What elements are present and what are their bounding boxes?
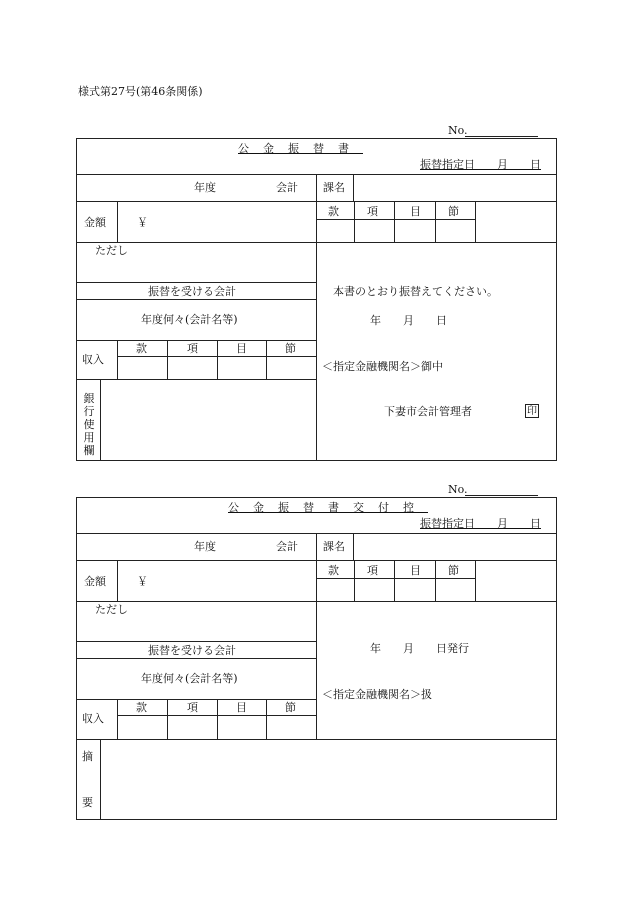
kan-header-4: 款 — [136, 701, 147, 714]
divider — [76, 560, 557, 561]
remarks-label-bottom: 要 — [82, 796, 93, 809]
divider — [76, 379, 316, 380]
divider — [76, 601, 557, 602]
setsu-header-3: 節 — [448, 564, 459, 577]
amount-label: 金額 — [84, 216, 106, 229]
kou-header-2: 項 — [187, 342, 198, 355]
divider — [117, 201, 118, 243]
form-number-label: 様式第27号(第46条関係) — [78, 85, 203, 98]
divider — [266, 699, 267, 740]
however-label: ただし — [95, 244, 128, 257]
setsu-header-2: 節 — [285, 342, 296, 355]
divider — [100, 739, 101, 820]
yen-sign-2: ￥ — [137, 575, 148, 588]
moku-header: 目 — [410, 205, 421, 218]
yen-sign: ￥ — [137, 216, 148, 229]
divider — [316, 219, 476, 220]
kan-header-3: 款 — [328, 564, 339, 577]
divider — [76, 658, 316, 659]
revenue-label-2: 収入 — [82, 712, 104, 725]
section-name-label: 課名 — [323, 181, 345, 194]
divider — [475, 560, 476, 602]
bank-name-line-2: ＜指定金融機関名＞扱 — [322, 688, 432, 701]
account-label: 会計 — [276, 181, 298, 194]
year-account-name: 年度何々(会計名等) — [141, 313, 238, 326]
divider — [316, 578, 476, 579]
divider — [76, 282, 316, 283]
revenue-label: 収入 — [82, 353, 104, 366]
fiscal-year-label-2: 年度 — [194, 540, 216, 553]
account-label-2: 会計 — [276, 540, 298, 553]
divider — [394, 201, 395, 243]
divider — [100, 379, 101, 461]
divider — [117, 699, 118, 740]
divider — [76, 739, 557, 740]
issue-date: 年 月 日発行 — [370, 642, 469, 655]
divider — [435, 201, 436, 243]
remarks-label-top: 摘 — [82, 750, 93, 763]
treasurer-label: 下妻市会計管理者 — [384, 405, 472, 418]
kan-header: 款 — [328, 205, 339, 218]
divider — [394, 560, 395, 602]
divider — [217, 340, 218, 380]
divider — [353, 533, 354, 561]
kou-header: 項 — [367, 205, 378, 218]
divider — [167, 699, 168, 740]
divider — [217, 699, 218, 740]
divider — [435, 560, 436, 602]
kou-header-4: 項 — [187, 701, 198, 714]
moku-header-4: 目 — [236, 701, 247, 714]
divider — [117, 340, 118, 380]
divider — [76, 641, 316, 642]
divider — [316, 174, 317, 461]
divider — [167, 340, 168, 380]
no-underline — [465, 136, 538, 137]
transfer-date-field-2[interactable]: 振替指定日 月 日 — [420, 517, 541, 530]
divider — [76, 299, 316, 300]
form-title: 公金振替書 — [238, 142, 363, 155]
moku-header-2: 目 — [236, 342, 247, 355]
bank-use-column-label: 銀行使用欄 — [83, 392, 95, 457]
divider — [76, 242, 557, 243]
request-date: 年 月 日 — [370, 314, 447, 327]
setsu-header: 節 — [448, 205, 459, 218]
kan-header-2: 款 — [136, 342, 147, 355]
divider — [76, 699, 316, 700]
divider — [353, 174, 354, 202]
amount-label-2: 金額 — [84, 575, 106, 588]
divider — [316, 533, 317, 740]
no-underline-2 — [465, 495, 538, 496]
fiscal-year-label: 年度 — [194, 181, 216, 194]
form-title-2: 公金振替書交付控 — [228, 501, 428, 514]
receiving-account-label: 振替を受ける会計 — [148, 285, 236, 298]
section-name-label-2: 課名 — [323, 540, 345, 553]
year-account-name-2: 年度何々(会計名等) — [141, 672, 238, 685]
divider — [117, 560, 118, 602]
moku-header-3: 目 — [410, 564, 421, 577]
no-label-2: No. — [448, 483, 468, 496]
divider — [354, 201, 355, 243]
no-label: No. — [448, 124, 468, 137]
divider — [475, 201, 476, 243]
setsu-header-4: 節 — [285, 701, 296, 714]
divider — [266, 340, 267, 380]
divider — [76, 201, 557, 202]
transfer-date-field[interactable]: 振替指定日 月 日 — [420, 158, 541, 171]
receiving-account-label-2: 振替を受ける会計 — [148, 644, 236, 657]
however-label-2: ただし — [95, 603, 128, 616]
bank-name-line: ＜指定金融機関名＞御中 — [322, 360, 443, 373]
divider — [76, 340, 316, 341]
seal-icon: 印 — [527, 406, 537, 417]
divider — [354, 560, 355, 602]
kou-header-3: 項 — [367, 564, 378, 577]
request-text: 本書のとおり振替えてください。 — [333, 285, 498, 298]
